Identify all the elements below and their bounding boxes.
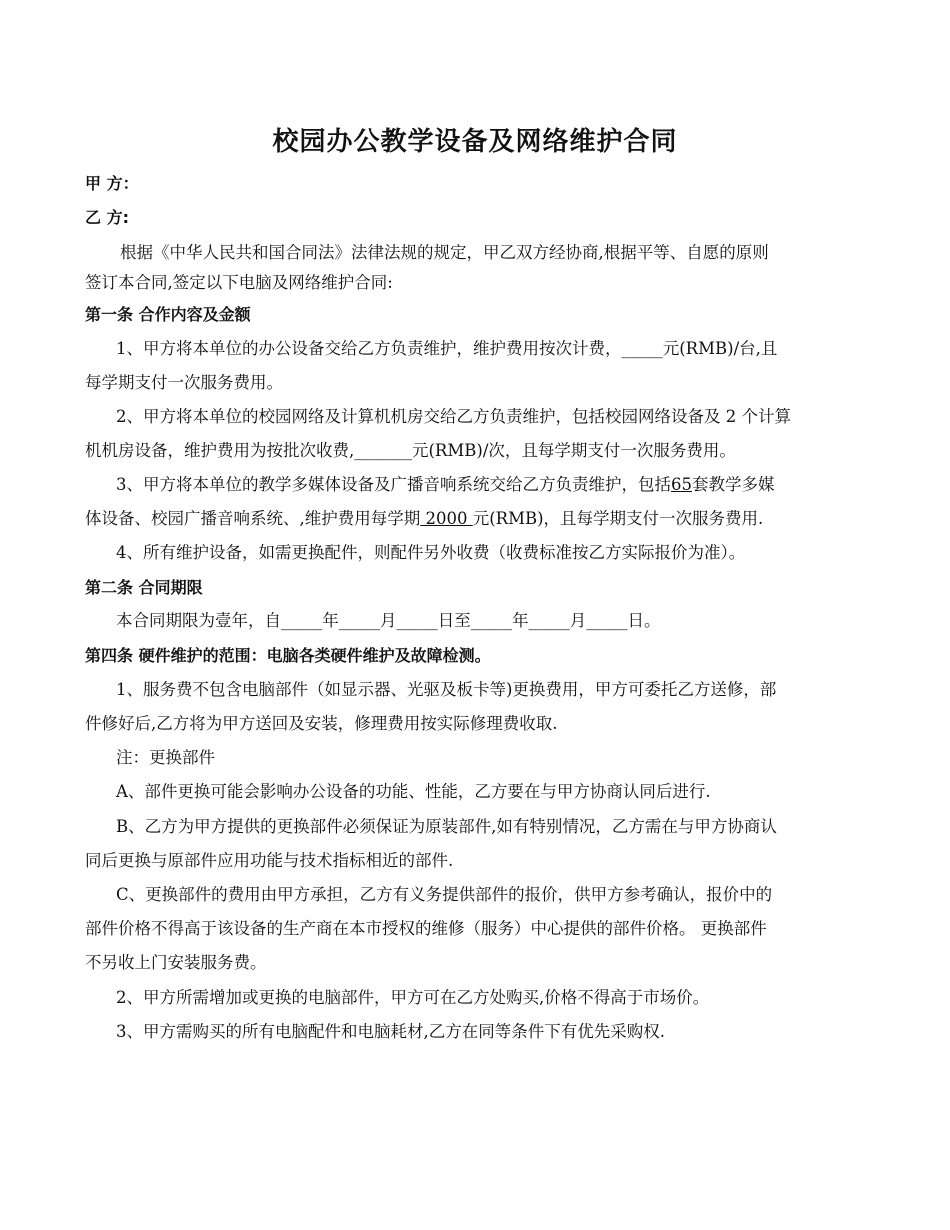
note-item-a: A、部件更换可能会影响办公设备的功能、性能，乙方要在与甲方协商认同后进行. xyxy=(116,782,711,801)
fee-blank: _____ xyxy=(621,339,663,358)
note-item-c-cont: 部件价格不得高于该设备的生产商在本市授权的维修（服务）中心提供的部件价格。 更换部件 xyxy=(85,919,767,938)
article-4-clause-2: 2、甲方所需增加或更换的电脑部件，甲方可在乙方处购买,价格不得高于市场价。 xyxy=(116,988,710,1007)
note-item-b-cont: 同后更换与原部件应用功能与技术指标相近的部件. xyxy=(85,851,454,870)
article-1-clause-3-cont xyxy=(85,509,763,529)
clause-text: 3、甲方将本单位的教学多媒体设备及广播音响系统交给乙方负责维护，包括 xyxy=(116,475,671,494)
clause-text: 元(RMB)/台,且 xyxy=(662,339,778,358)
clause-text: 机机房设备，维护费用为按批次收费, xyxy=(85,441,355,460)
note-item-c: C、更换部件的费用由甲方承担，乙方有义务提供部件的报价，供甲方参考确认，报价中的 xyxy=(116,885,773,904)
article-1-clause-2: 2、甲方将本单位的校园网络及计算机机房交给乙方负责维护，包括校园网络设备及 2 个计算 xyxy=(116,407,791,426)
clause-text: 元(RMB)，且每学期支付一次服务费用. xyxy=(472,509,764,528)
article-1-heading: 第一条 合作内容及金额 xyxy=(85,305,251,324)
article-1-clause-4: 4、所有维护设备，如需更换配件，则配件另外收费（收费标准按乙方实际报价为准）。 xyxy=(116,543,746,562)
article-2-term: 本合同期限为壹年，自_____年_____月_____日至_____年_____月_____日。 xyxy=(116,611,661,630)
article-4-clause-3: 3、甲方需购买的所有电脑配件和电脑耗材,乙方在同等条件下有优先采购权. xyxy=(116,1022,665,1041)
document-title: 校园办公教学设备及网络维护合同 xyxy=(272,127,678,157)
device-count: 65 xyxy=(671,475,692,494)
clause-text: 元(RMB)/次，且每学期支付一次服务费用。 xyxy=(412,441,736,460)
article-1-clause-3 xyxy=(116,475,775,495)
article-4-clause-1: 1、服务费不包含电脑部件（如显示器、光驱及板卡等)更换费用，甲方可委托乙方送修，部 xyxy=(116,680,777,699)
party-b-label: 乙 方: xyxy=(85,208,129,227)
party-a-label: 甲 方： xyxy=(85,174,139,193)
note-item-c-cont: 不另收上门安装服务费。 xyxy=(85,953,267,972)
clause-text: 体设备、校园广播音响系统、,维护费用每学期 xyxy=(85,509,421,528)
semester-fee: 2000 xyxy=(420,509,473,528)
article-4-heading: 第四条 硬件维护的范围：电脑各类硬件维护及故障检测。 xyxy=(85,646,491,665)
intro-line-1: 根据《中华人民共和国合同法》法律法规的规定，甲乙双方经协商,根据平等、自愿的原则 xyxy=(120,243,769,262)
fee-blank: _______ xyxy=(354,441,412,460)
article-2-heading: 第二条 合同期限 xyxy=(85,578,203,597)
note-item-b: B、乙方为甲方提供的更换部件必须保证为原装部件,如有特别情况，乙方需在与甲方协商认 xyxy=(116,817,777,836)
article-4-clause-1-cont: 件修好后,乙方将为甲方送回及安装，修理费用按实际修理费收取. xyxy=(85,714,558,733)
article-1-clause-1 xyxy=(116,339,777,359)
clause-text: 套教学多媒 xyxy=(692,475,775,494)
article-1-clause-1-cont: 每学期支付一次服务费用。 xyxy=(85,373,283,392)
intro-line-2: 签订本合同,签定以下电脑及网络维护合同: xyxy=(85,273,393,292)
replacement-note: 注：更换部件 xyxy=(116,748,215,767)
clause-text: 1、甲方将本单位的办公设备交给乙方负责维护，维护费用按次计费， xyxy=(116,339,622,358)
article-1-clause-2-cont xyxy=(85,441,736,461)
